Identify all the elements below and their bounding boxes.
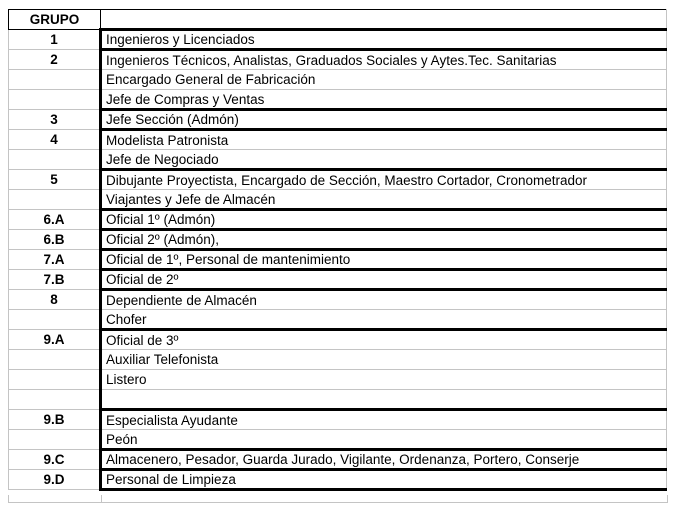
grupo-table	[8, 9, 667, 491]
grupo-cell[interactable]	[9, 190, 101, 210]
descripcion-cell[interactable]: Viajantes y Jefe de Almacén	[101, 190, 667, 210]
grupo-cell[interactable]: 2	[9, 50, 101, 70]
grupo-cell[interactable]	[9, 350, 101, 370]
grupo-cell[interactable]: 5	[9, 170, 101, 190]
table-row	[9, 410, 667, 430]
grupo-cell[interactable]: 8	[9, 290, 101, 310]
table-row	[9, 170, 667, 190]
descripcion-cell[interactable]: Oficial 2º (Admón),	[101, 230, 667, 250]
grupo-cell[interactable]: 9.B	[9, 410, 101, 430]
descripcion-cell[interactable]: Ingenieros y Licenciados	[101, 30, 667, 50]
table-row	[9, 470, 667, 490]
descripcion-cell[interactable]: Auxiliar Telefonista	[101, 350, 667, 370]
descripcion-cell[interactable]: Ingenieros Técnicos, Analistas, Graduados Sociales y Aytes.Tec. Sanitarias	[101, 50, 667, 70]
table-row	[9, 250, 667, 270]
table-row	[9, 430, 667, 450]
grupo-cell[interactable]: 6.B	[9, 230, 101, 250]
descripcion-cell[interactable]: Jefe Sección (Admón)	[101, 110, 667, 130]
grupo-cell[interactable]	[9, 390, 101, 410]
table-row	[9, 190, 667, 210]
descripcion-cell[interactable]: Dependiente de Almacén	[101, 290, 667, 310]
table-row	[9, 450, 667, 470]
grupo-column-header[interactable]: GRUPO	[9, 10, 101, 30]
grupo-cell[interactable]	[9, 90, 101, 110]
header-row	[9, 10, 667, 30]
grupo-cell[interactable]	[9, 370, 101, 390]
grupo-cell[interactable]	[9, 150, 101, 170]
grupo-cell[interactable]	[9, 430, 101, 450]
descripcion-cell[interactable]: Chofer	[101, 310, 667, 330]
descripcion-cell[interactable]: Encargado General de Fabricación	[101, 70, 667, 90]
grupo-cell[interactable]: 7.A	[9, 250, 101, 270]
table-row	[9, 130, 667, 150]
grupo-cell[interactable]: 3	[9, 110, 101, 130]
grupo-cell[interactable]: 1	[9, 30, 101, 50]
grupo-cell[interactable]: 6.A	[9, 210, 101, 230]
empty-column-header[interactable]	[101, 10, 667, 30]
descripcion-cell[interactable]: Peón	[101, 430, 667, 450]
table-row	[9, 310, 667, 330]
table-row	[9, 370, 667, 390]
table-row	[9, 330, 667, 350]
table-row	[9, 350, 667, 370]
descripcion-cell[interactable]: Jefe de Compras y Ventas	[101, 90, 667, 110]
table-row	[9, 50, 667, 70]
table-row	[9, 110, 667, 130]
table-row	[9, 90, 667, 110]
descripcion-cell[interactable]: Oficial 1º (Admón)	[101, 210, 667, 230]
grupo-cell[interactable]: 7.B	[9, 270, 101, 290]
descripcion-cell[interactable]: Almacenero, Pesador, Guarda Jurado, Vigilante, Ordenanza, Portero, Conserje	[101, 450, 667, 470]
grupo-cell[interactable]: 9.C	[9, 450, 101, 470]
descripcion-cell[interactable]: Oficial de 1º, Personal de mantenimiento	[101, 250, 667, 270]
grupo-cell[interactable]	[9, 310, 101, 330]
grupo-cell[interactable]	[9, 70, 101, 90]
grupo-cell[interactable]: 9.D	[9, 470, 101, 490]
table-row	[9, 70, 667, 90]
descripcion-cell[interactable]: Especialista Ayudante	[101, 410, 667, 430]
partial-next-row	[8, 495, 668, 503]
table-row	[9, 270, 667, 290]
descripcion-cell[interactable]: Dibujante Proyectista, Encargado de Sección, Maestro Cortador, Cronometrador	[101, 170, 667, 190]
table-row	[9, 150, 667, 170]
descripcion-cell[interactable]: Jefe de Negociado	[101, 150, 667, 170]
descripcion-cell[interactable]: Listero	[101, 370, 667, 390]
grupo-cell[interactable]: 9.A	[9, 330, 101, 350]
descripcion-cell[interactable]: Oficial de 2º	[101, 270, 667, 290]
table-row	[9, 390, 667, 410]
grupo-cell[interactable]: 4	[9, 130, 101, 150]
descripcion-cell[interactable]: Modelista Patronista	[101, 130, 667, 150]
table-row	[9, 290, 667, 310]
table-body	[9, 30, 667, 490]
descripcion-cell[interactable]	[101, 390, 667, 410]
partial-next-row-grupo-cell	[9, 495, 102, 502]
table-row	[9, 230, 667, 250]
table-row	[9, 210, 667, 230]
table-row	[9, 30, 667, 50]
descripcion-cell[interactable]: Oficial de 3º	[101, 330, 667, 350]
descripcion-cell[interactable]: Personal de Limpieza	[101, 470, 667, 490]
